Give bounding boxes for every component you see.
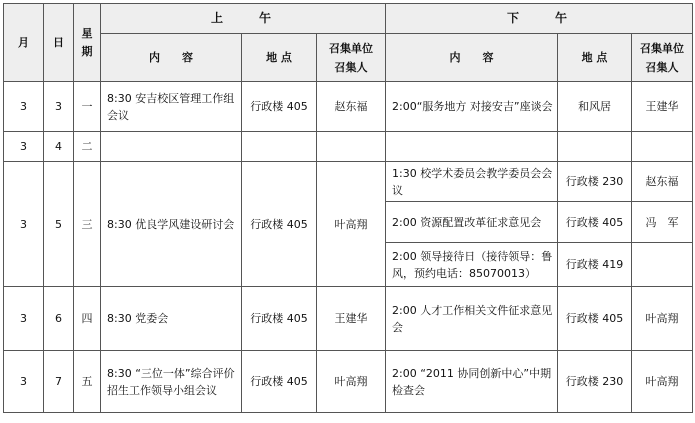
table-row bbox=[4, 287, 693, 351]
cell-am-location bbox=[242, 132, 317, 162]
header-am-location: 地 点 bbox=[242, 34, 317, 82]
header-pm-location: 地 点 bbox=[558, 34, 632, 82]
cell-am-convener bbox=[317, 132, 386, 162]
cell-am-content: 8:30 “三位一体”综合评价招生工作领导小组会议 bbox=[101, 351, 242, 413]
table-row bbox=[4, 351, 693, 413]
cell-month: 3 bbox=[4, 132, 44, 162]
cell-day: 3 bbox=[44, 82, 74, 132]
cell-pm-convener: 叶高翔 bbox=[632, 351, 693, 413]
cell-am-convener: 王建华 bbox=[317, 287, 386, 351]
cell-pm-convener: 叶高翔 bbox=[632, 287, 693, 351]
header-afternoon: 下 午 bbox=[386, 4, 693, 34]
cell-pm-location: 行政楼 230 bbox=[558, 162, 632, 202]
cell-pm-location: 行政楼 405 bbox=[558, 202, 632, 243]
header-month: 月 bbox=[4, 4, 44, 82]
cell-pm-content bbox=[386, 132, 558, 162]
header-day: 日 bbox=[44, 4, 74, 82]
cell-pm-convener bbox=[632, 243, 693, 287]
cell-day: 5 bbox=[44, 162, 74, 287]
cell-pm-content: 2:00 “2011 协同创新中心”中期检查会 bbox=[386, 351, 558, 413]
weekly-schedule-table bbox=[3, 3, 693, 413]
cell-month: 3 bbox=[4, 351, 44, 413]
cell-am-content bbox=[101, 132, 242, 162]
cell-month: 3 bbox=[4, 162, 44, 287]
cell-pm-content: 2:00 资源配置改革征求意见会 bbox=[386, 202, 558, 243]
cell-am-convener: 叶高翔 bbox=[317, 351, 386, 413]
cell-month: 3 bbox=[4, 287, 44, 351]
cell-pm-content: 2:00 领导接待日（接待领导：鲁 风，预约电话：85070013） bbox=[386, 243, 558, 287]
cell-pm-convener: 冯 军 bbox=[632, 202, 693, 243]
header-am-content: 内 容 bbox=[101, 34, 242, 82]
cell-am-convener: 叶高翔 bbox=[317, 162, 386, 287]
header-pm-content: 内 容 bbox=[386, 34, 558, 82]
header-row-2 bbox=[4, 34, 693, 82]
cell-pm-convener: 赵东福 bbox=[632, 162, 693, 202]
header-row-1 bbox=[4, 4, 693, 34]
cell-weekday: 三 bbox=[74, 162, 101, 287]
header-morning: 上 午 bbox=[101, 4, 386, 34]
cell-pm-convener bbox=[632, 132, 693, 162]
cell-day: 7 bbox=[44, 351, 74, 413]
cell-day: 6 bbox=[44, 287, 74, 351]
cell-weekday: 二 bbox=[74, 132, 101, 162]
cell-month: 3 bbox=[4, 82, 44, 132]
cell-weekday: 四 bbox=[74, 287, 101, 351]
header-pm-convener: 召集单位 召集人 bbox=[632, 34, 693, 82]
cell-am-location: 行政楼 405 bbox=[242, 82, 317, 132]
table-row bbox=[4, 132, 693, 162]
cell-pm-content: 2:00“服务地方 对接安吉”座谈会 bbox=[386, 82, 558, 132]
cell-pm-location: 行政楼 230 bbox=[558, 351, 632, 413]
cell-am-content: 8:30 安吉校区管理工作组会议 bbox=[101, 82, 242, 132]
cell-pm-location: 行政楼 405 bbox=[558, 287, 632, 351]
cell-day: 4 bbox=[44, 132, 74, 162]
table-row bbox=[4, 162, 693, 202]
cell-pm-content: 2:00 人才工作相关文件征求意见会 bbox=[386, 287, 558, 351]
cell-weekday: 五 bbox=[74, 351, 101, 413]
cell-pm-convener: 王建华 bbox=[632, 82, 693, 132]
cell-pm-location bbox=[558, 132, 632, 162]
cell-am-convener: 赵东福 bbox=[317, 82, 386, 132]
table-row bbox=[4, 82, 693, 132]
cell-am-location: 行政楼 405 bbox=[242, 351, 317, 413]
cell-am-content: 8:30 优良学风建设研讨会 bbox=[101, 162, 242, 287]
cell-pm-content: 1:30 校学术委员会教学委员会会议 bbox=[386, 162, 558, 202]
cell-am-location: 行政楼 405 bbox=[242, 287, 317, 351]
header-weekday: 星期 bbox=[74, 4, 101, 82]
cell-weekday: 一 bbox=[74, 82, 101, 132]
cell-am-location: 行政楼 405 bbox=[242, 162, 317, 287]
cell-am-content: 8:30 党委会 bbox=[101, 287, 242, 351]
header-am-convener: 召集单位 召集人 bbox=[317, 34, 386, 82]
cell-pm-location: 和风居 bbox=[558, 82, 632, 132]
cell-pm-location: 行政楼 419 bbox=[558, 243, 632, 287]
